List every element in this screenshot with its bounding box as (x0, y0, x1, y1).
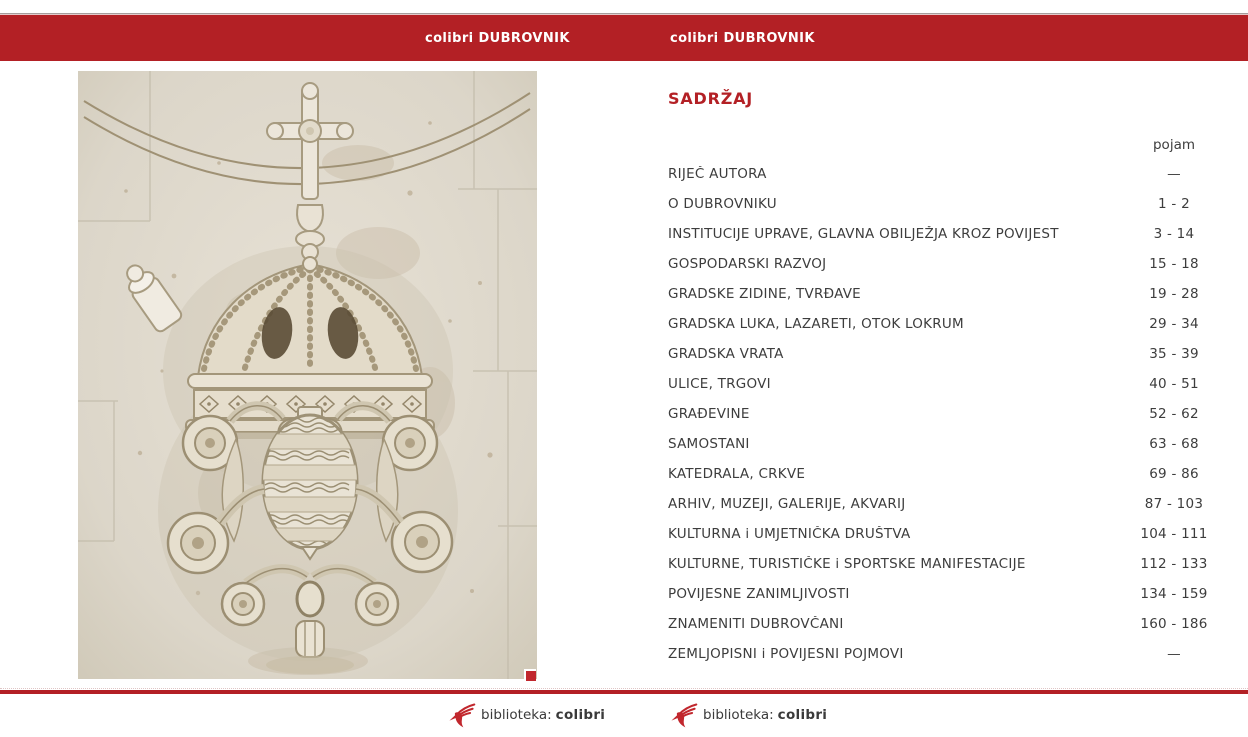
toc-entry-pages: — (1167, 166, 1181, 182)
toc-row (668, 339, 1236, 369)
toc-entry-title: GRADSKA VRATA (668, 346, 784, 362)
toc-entry-title: ARHIV, MUZEJI, GALERIJE, AKVARIJ (668, 496, 906, 512)
toc-entry-title: INSTITUCIJE UPRAVE, GLAVNA OBILJEŽJA KROZ POVIJEST (668, 226, 1059, 242)
toc-entry-title: GOSPODARSKI RAZVOJ (668, 256, 827, 272)
toc-entry-pages: 112 - 133 (1140, 556, 1208, 572)
toc-entry-pages: 29 - 34 (1149, 316, 1199, 332)
header-bar (0, 15, 1248, 61)
coat-of-arms-photo (78, 71, 537, 679)
toc-row (668, 369, 1236, 399)
brand-name: colibri (555, 707, 606, 723)
toc-row (668, 579, 1236, 609)
toc-row (668, 459, 1236, 489)
toc-entry-pages: 19 - 28 (1149, 286, 1199, 302)
running-title-left: colibri DUBROVNIK (425, 30, 570, 46)
publisher-logo-left (449, 699, 605, 731)
publisher-logo-right (671, 699, 827, 731)
toc-entry-pages: 134 - 159 (1140, 586, 1208, 602)
toc-entry-title: O DUBROVNIKU (668, 196, 777, 212)
toc-row (668, 159, 1236, 189)
toc-row (668, 549, 1236, 579)
toc-entry-pages: 104 - 111 (1140, 526, 1208, 542)
toc-entry-pages: 160 - 186 (1140, 616, 1208, 632)
hummingbird-icon (449, 701, 476, 730)
toc-entry-title: KULTURNE, TURISTIČKE i SPORTSKE MANIFESTACIJE (668, 556, 1026, 572)
toc-entry-pages: — (1167, 646, 1181, 662)
publisher-text (703, 707, 827, 723)
toc-row (668, 219, 1236, 249)
toc-row (668, 609, 1236, 639)
toc-entry-title: GRAĐEVINE (668, 406, 750, 422)
coat-of-arms-illustration (78, 71, 537, 679)
running-title-right: colibri DUBROVNIK (670, 30, 815, 46)
toc-row (668, 249, 1236, 279)
toc-entry-pages: 69 - 86 (1149, 466, 1199, 482)
toc-entry-title: SAMOSTANI (668, 436, 750, 452)
brand-name: colibri (777, 707, 828, 723)
toc-entry-title: ZEMLJOPISNI i POVIJESNI POJMOVI (668, 646, 904, 662)
toc-entry-title: KATEDRALA, CRKVE (668, 466, 806, 482)
top-margin-strip (0, 0, 1248, 14)
toc-entry-title: ULICE, TRGOVI (668, 376, 771, 392)
hummingbird-icon (671, 701, 698, 730)
toc-row (668, 399, 1236, 429)
toc-row (668, 639, 1236, 669)
library-label: biblioteka: (481, 707, 552, 723)
toc-entry-pages: 40 - 51 (1149, 376, 1199, 392)
toc-entry-pages: 3 - 14 (1153, 226, 1195, 242)
toc-entry-pages: 63 - 68 (1149, 436, 1199, 452)
toc-row (668, 489, 1236, 519)
toc-entry-pages: 1 - 2 (1158, 196, 1190, 212)
toc-entry-title: RIJEČ AUTORA (668, 166, 767, 182)
library-label: biblioteka: (703, 707, 774, 723)
contents-column-header-row (668, 138, 1236, 152)
toc-row (668, 189, 1236, 219)
toc-entry-pages: 87 - 103 (1144, 496, 1204, 512)
pages-column-header: pojam (1152, 137, 1195, 153)
toc-entry-title: ZNAMENITI DUBROVČANI (668, 616, 844, 632)
red-corner-marker (524, 669, 536, 681)
footer-red-rule (0, 690, 1248, 694)
toc-entry-pages: 52 - 62 (1149, 406, 1199, 422)
contents-title: SADRŽAJ (668, 89, 754, 108)
toc-entry-title: GRADSKE ZIDINE, TVRĐAVE (668, 286, 861, 302)
column-header-spacer (668, 138, 1112, 152)
toc-entry-title: KULTURNA i UMJETNIČKA DRUŠTVA (668, 526, 911, 542)
toc-row (668, 519, 1236, 549)
contents-list (668, 159, 1236, 669)
toc-entry-pages: 35 - 39 (1149, 346, 1199, 362)
table-of-contents (668, 90, 1236, 669)
toc-row (668, 429, 1236, 459)
toc-entry-title: POVIJESNE ZANIMLJIVOSTI (668, 586, 850, 602)
toc-entry-title: GRADSKA LUKA, LAZARETI, OTOK LOKRUM (668, 316, 964, 332)
publisher-text (481, 707, 605, 723)
toc-entry-pages: 15 - 18 (1149, 256, 1199, 272)
toc-row (668, 309, 1236, 339)
toc-row (668, 279, 1236, 309)
footer-dotted-rule (0, 688, 1248, 689)
